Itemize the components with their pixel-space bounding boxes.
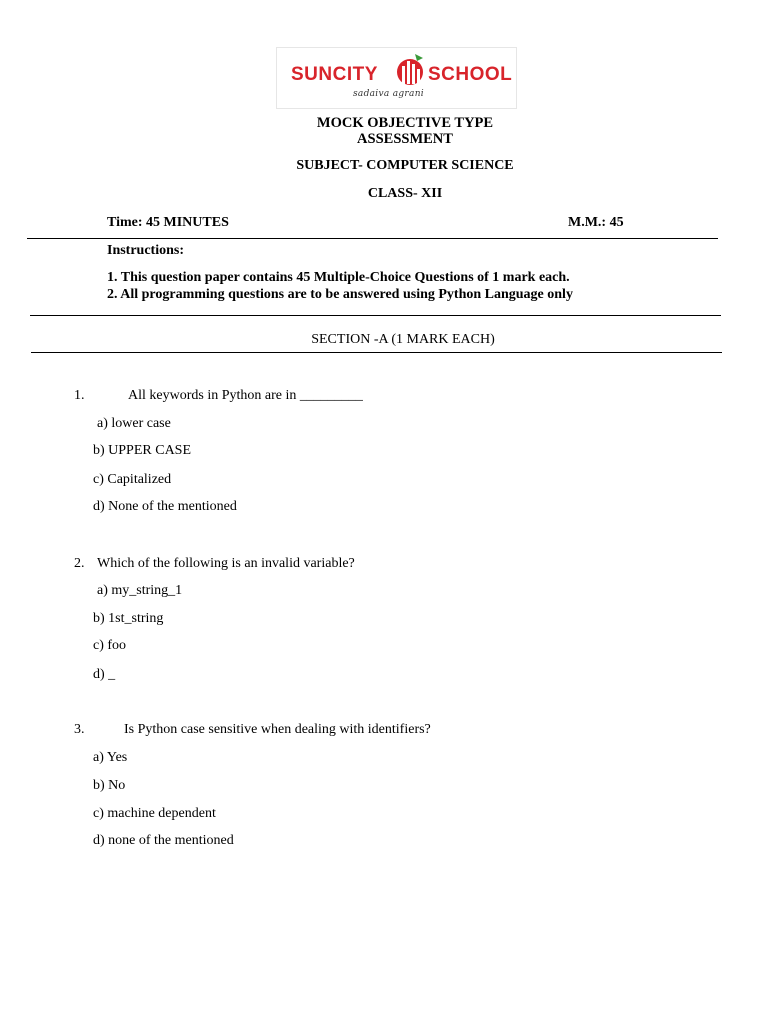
- divider: [30, 315, 721, 316]
- divider: [31, 352, 722, 353]
- option: d) _: [93, 667, 116, 682]
- subject-line: SUBJECT- COMPUTER SCIENCE: [296, 158, 514, 173]
- instructions-heading: Instructions:: [107, 243, 185, 258]
- section-heading: SECTION -A (1 MARK EACH): [311, 332, 495, 347]
- instruction-item: 2. All programming questions are to be answered using Python Language only: [107, 287, 573, 302]
- option: a) my_string_1: [97, 583, 183, 598]
- logo-name-right: SCHOOL: [428, 64, 513, 85]
- logo-tagline: sadaiva agrani: [353, 89, 424, 99]
- option: a) lower case: [97, 416, 171, 431]
- option: a) Yes: [93, 750, 128, 765]
- max-marks: M.M.: 45: [568, 215, 624, 230]
- building-emblem-icon: [393, 52, 427, 88]
- instruction-item: 1. This question paper contains 45 Multiple-Choice Questions of 1 mark each.: [107, 270, 570, 285]
- title-line-2: ASSESSMENT: [357, 131, 453, 147]
- school-logo: [276, 47, 517, 109]
- question-number: 3.: [74, 722, 85, 737]
- question-number: 2.: [74, 556, 85, 571]
- option: d) none of the mentioned: [93, 833, 234, 848]
- option: c) Capitalized: [93, 472, 172, 487]
- option: d) None of the mentioned: [93, 499, 237, 514]
- title-line-1: MOCK OBJECTIVE TYPE: [316, 115, 494, 131]
- logo-name-left: SUNCITY: [291, 64, 378, 85]
- question-text: Is Python case sensitive when dealing with identifiers?: [124, 722, 431, 737]
- option: c) machine dependent: [93, 806, 216, 821]
- class-line: CLASS- XII: [367, 186, 443, 201]
- question-text: Which of the following is an invalid variable?: [97, 556, 355, 571]
- option: b) 1st_string: [93, 611, 164, 626]
- time-allowed: Time: 45 MINUTES: [107, 215, 229, 230]
- question-text: All keywords in Python are in _________: [128, 388, 363, 403]
- option: b) UPPER CASE: [93, 443, 192, 458]
- option: b) No: [93, 778, 126, 793]
- divider: [27, 238, 718, 239]
- option: c) foo: [93, 638, 127, 653]
- question-number: 1.: [74, 388, 85, 403]
